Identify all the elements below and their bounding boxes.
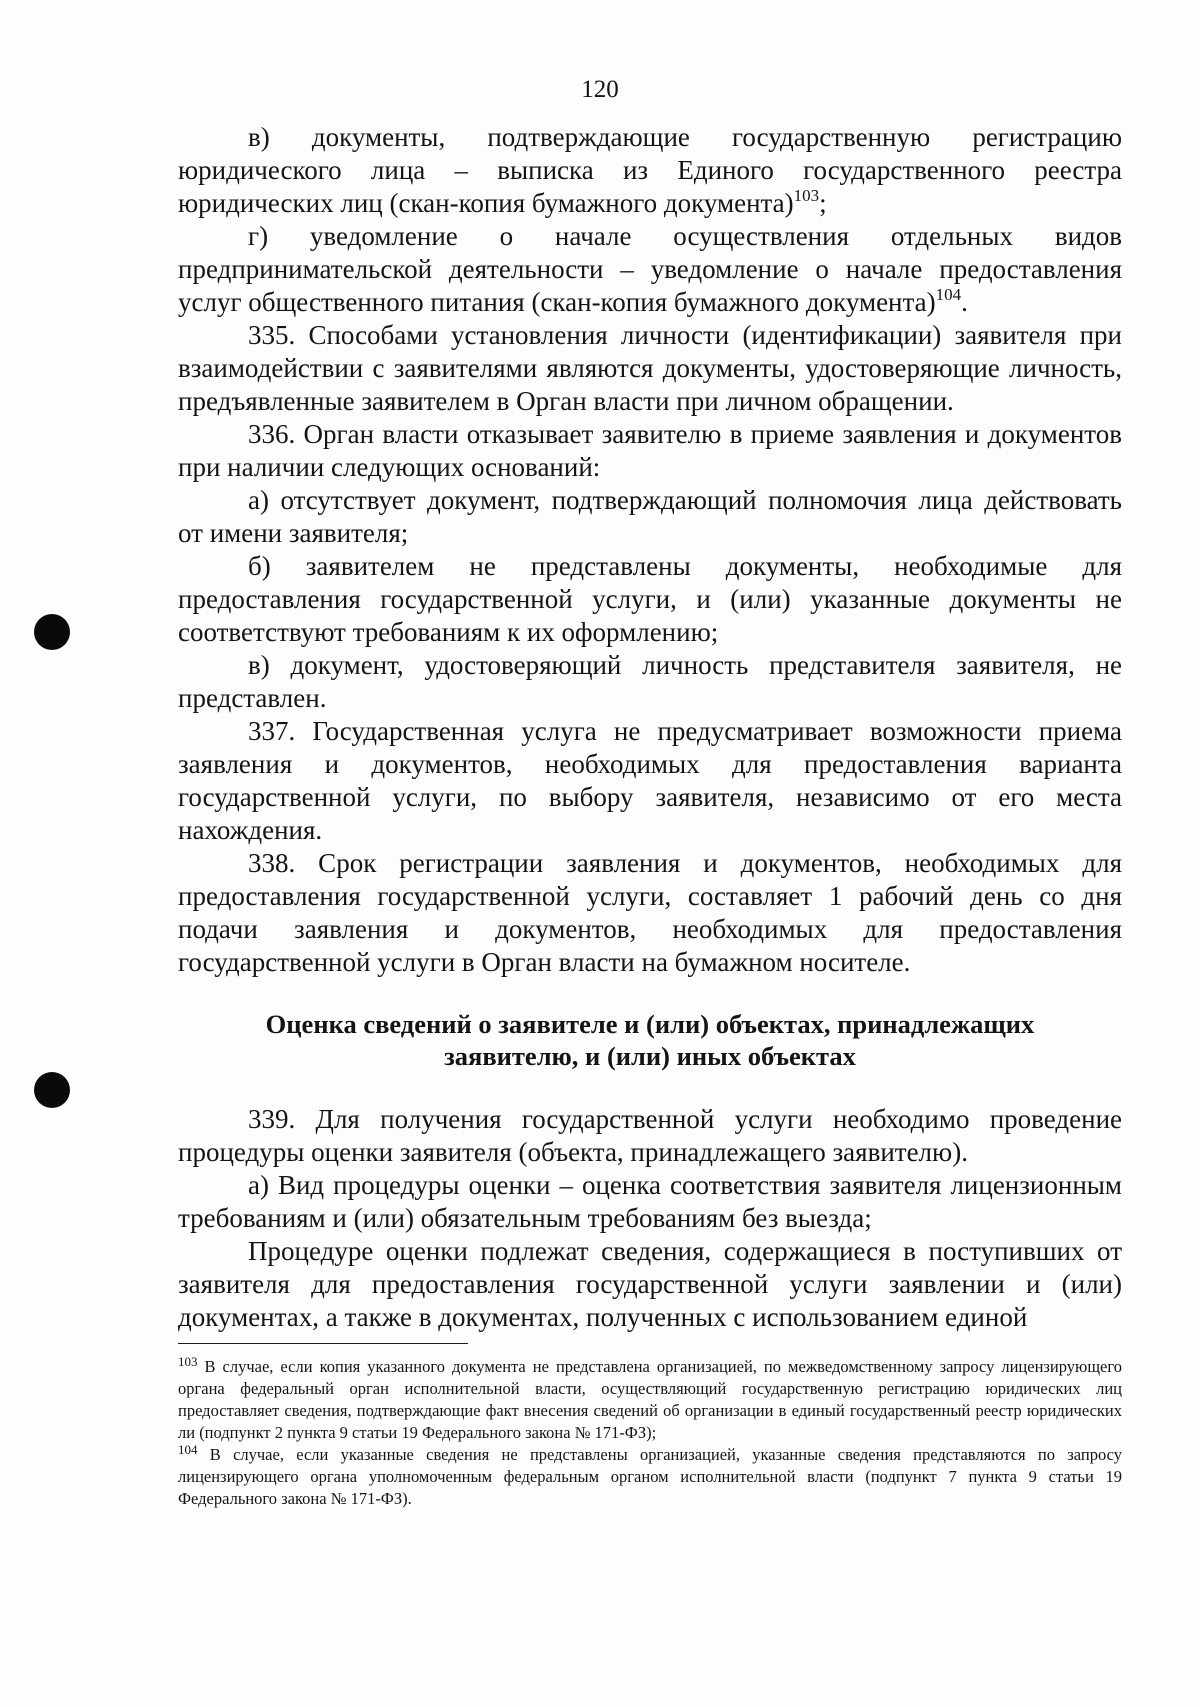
footnote-separator <box>178 1343 468 1344</box>
footnote-ref-104[interactable]: 104 <box>935 285 962 304</box>
paragraph-336: 336. Орган власти отказывает заявителю в приеме заявления и документов при наличии следующих оснований: <box>178 419 1122 482</box>
footnote-104 <box>178 1444 1122 1510</box>
body-text <box>178 121 1122 1334</box>
footnote-number: 104 <box>178 1442 198 1457</box>
paragraph-text: г) уведомление о начале осуществления отдельных видов предпринимательской деятельности – уведомление о начале предоставления услуг общественного питания (скан-копия бумажного документа) <box>178 221 1122 317</box>
paragraph-339a: а) Вид процедуры оценки – оценка соответствия заявителя лицензионным требованиям и (или) обязательным требованиям без выезда; <box>178 1170 1122 1233</box>
paragraph-tail: . <box>961 287 968 317</box>
punch-hole-mark <box>34 1072 70 1108</box>
footnote-text: В случае, если копия указанного документа не представлена организацией, по межведомственному запросу лицензирующего органа федеральный орган исполнительной власти, осуществляющий государственную регистрацию юридических лиц предоставляет сведения, подтверждающие факт внесения сведений об организации в единый государственный реестр юридических ли (подпункт 2 пункта 9 статьи 19 Федерального закона № 171-ФЗ); <box>178 1357 1122 1442</box>
footnotes <box>178 1356 1122 1510</box>
footnote-103 <box>178 1356 1122 1444</box>
footnote-text: В случае, если указанные сведения не представлены организацией, указанные сведения представляются по запросу лицензирующего органа уполномоченным федеральным органом исполнительной власти (подпункт 7 пункта 9 статьи 19 Федерального закона № 171-ФЗ). <box>178 1445 1122 1508</box>
paragraph-3c <box>178 121 1122 220</box>
punch-hole-mark <box>34 614 70 650</box>
page-number: 120 <box>581 76 619 103</box>
paragraph-337: 337. Государственная услуга не предусматривает возможности приема заявления и документов, необходимых для предоставления варианта государственной услуги, по выбору заявителя, независимо от его места нахождения. <box>178 716 1122 845</box>
paragraph-338: 338. Срок регистрации заявления и документов, необходимых для предоставления государственной услуги, составляет 1 рабочий день со дня подачи заявления и документов, необходимых для предоставления государственной услуги в Орган власти на бумажном носителе. <box>178 848 1122 977</box>
section-heading-line-2: заявителю, и (или) иных объектах <box>444 1041 856 1071</box>
paragraph-tail: ; <box>819 188 827 218</box>
section-heading <box>178 1008 1122 1072</box>
section-heading-line-1: Оценка сведений о заявителе и (или) объектах, принадлежащих <box>265 1009 1035 1039</box>
paragraph-335: 335. Способами установления личности (идентификации) заявителя при взаимодействии с заявителями являются документы, удостоверяющие личность, предъявленные заявителем в Орган власти при личном обращении. <box>178 320 1122 416</box>
paragraph-3d <box>178 220 1122 319</box>
paragraph-text: в) документы, подтверждающие государственную регистрацию юридического лица – выписка из Единого государственного реестра юридических лиц (скан-копия бумажного документа) <box>178 122 1122 218</box>
paragraph-339: 339. Для получения государственной услуги необходимо проведение процедуры оценки заявителя (объекта, принадлежащего заявителю). <box>178 1104 1122 1167</box>
footnote-number: 103 <box>178 1354 198 1369</box>
paragraph-336c: в) документ, удостоверяющий личность представителя заявителя, не представлен. <box>178 650 1122 713</box>
paragraph-336a: а) отсутствует документ, подтверждающий полномочия лица действовать от имени заявителя; <box>178 485 1122 548</box>
paragraph-assessment: Процедуре оценки подлежат сведения, содержащиеся в поступивших от заявителя для предоставления государственной услуги заявлении и (или) документах, а также в документах, полученных с использованием единой <box>178 1236 1122 1332</box>
paragraph-336b: б) заявителем не представлены документы, необходимые для предоставления государственной услуги, и (или) указанные документы не соответствуют требованиям к их оформлению; <box>178 551 1122 647</box>
footnote-ref-103[interactable]: 103 <box>793 186 820 205</box>
